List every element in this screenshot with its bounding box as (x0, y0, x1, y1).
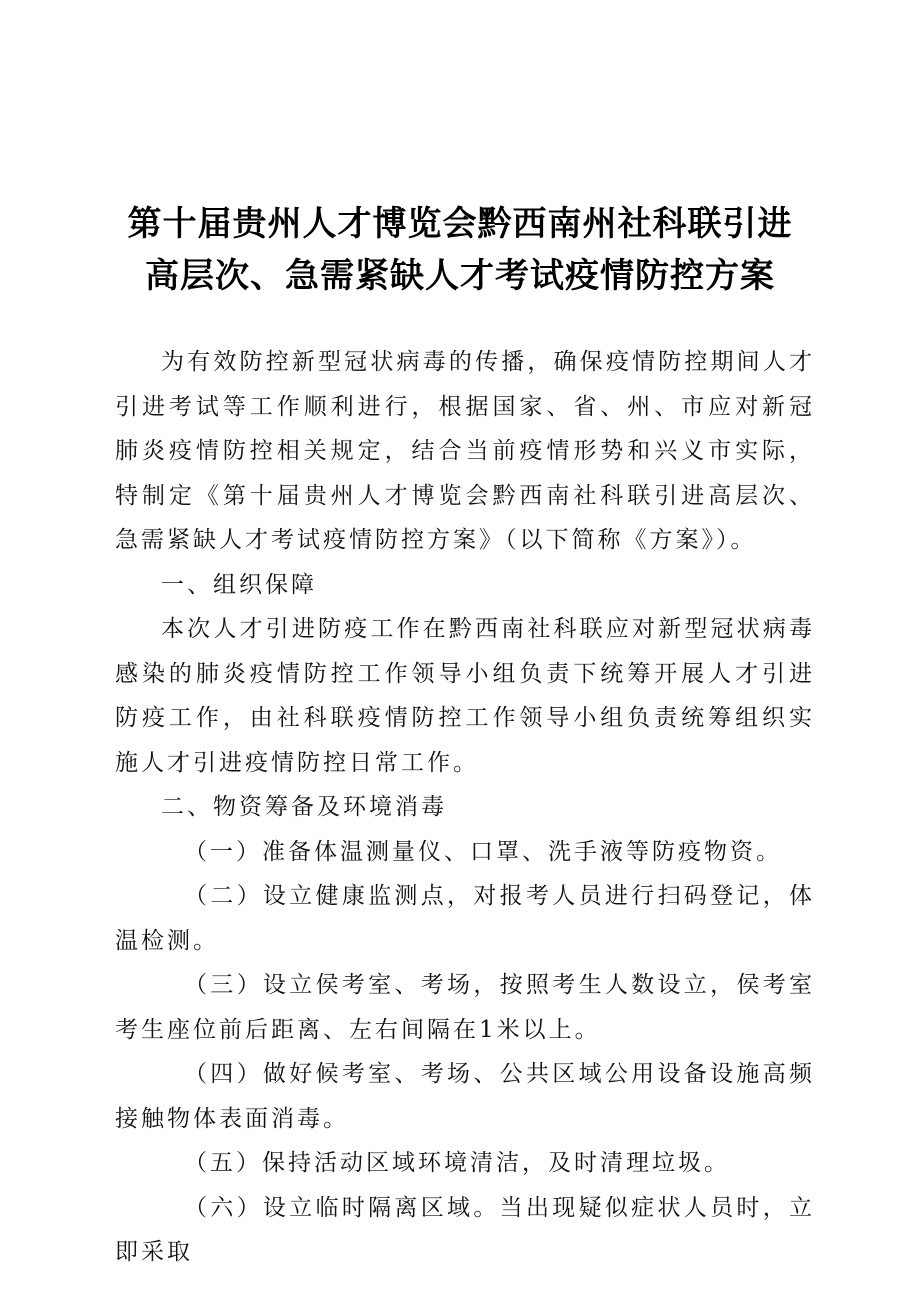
list-item: （三）设立侯考室、考场，按照考生人数设立，侯考室考生座位前后距离、左右间隔在1米以上。 (115, 972, 815, 1043)
document-title (60, 198, 860, 302)
list-item: （一）准备体温测量仪、口罩、洗手液等防疫物资。 (184, 838, 782, 865)
list-item: （二）设立健康监测点，对报考人员进行扫码登记，体温检测。 (115, 883, 815, 954)
intro-paragraph: 为有效防控新型冠状病毒的传播，确保疫情防控期间人才引进考试等工作顺利进行，根据国家、省、州、市应对新冠肺炎疫情防控相关规定，结合当前疫情形势和兴义市实际，特制定《第十届贵州人才博览会黔西南社科联引进高层次、急需紧缺人才考试疫情防控方案》（以下简称《方案》）。 (115, 349, 815, 553)
list-item: （五）保持活动区域环境清洁，及时清理垃圾。 (184, 1150, 730, 1176)
section-1-paragraph: 本次人才引进防疫工作在黔西南社科联应对新型冠状病毒感染的肺炎疫情防控工作领导小组负责下统筹开展人才引进防疫工作，由社科联疫情防控工作领导小组负责统筹组织实施人才引进疫情防控日常工作。 (115, 616, 815, 776)
title-line-2: 高层次、急需紧缺人才考试疫情防控方案 (145, 256, 775, 296)
title-line-1: 第十届贵州人才博览会黔西南州社科联引进 (127, 204, 793, 244)
list-item: （四）做好候考室、考场、公共区域公用设备设施高频接触物体表面消毒。 (115, 1061, 815, 1132)
document-body (115, 340, 815, 1275)
section-2-heading: 二、物资筹备及环境消毒 (161, 794, 447, 820)
list-item: （六）设立临时隔离区域。当出现疑似症状人员时，立即采取 (115, 1194, 815, 1265)
section-1-heading: 一、组织保障 (161, 571, 317, 598)
